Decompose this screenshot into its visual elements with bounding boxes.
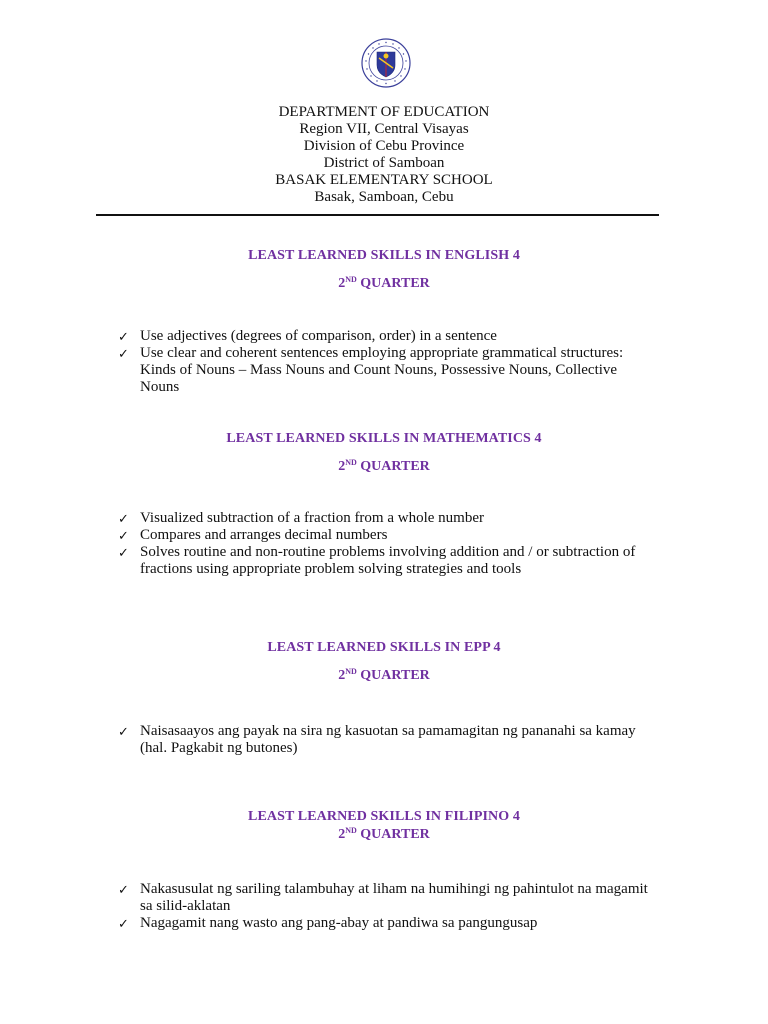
quarter-number: 2 (338, 827, 346, 842)
quarter-label-epp (0, 667, 768, 684)
list-item (118, 544, 658, 578)
header-line-division: Division of Cebu Province (303, 138, 465, 154)
section-title-mathematics: LEAST LEARNED SKILLS IN MATHEMATICS 4 (226, 431, 542, 446)
school-header (0, 104, 768, 206)
skill-text: Naisasaayos ang payak na sira ng kasuotan sa pamamagitan ng pananahi sa kamay (hal. Pagkabit ng butones) (140, 723, 636, 756)
quarter-number: 2 (338, 276, 346, 291)
skill-text: Use adjectives (degrees of comparison, order) in a sentence (140, 328, 497, 344)
quarter-number: 2 (338, 459, 346, 474)
check-icon: ✓ (118, 916, 129, 931)
quarter-label-english (0, 275, 768, 292)
section-title-epp: LEAST LEARNED SKILLS IN EPP 4 (267, 640, 501, 655)
quarter-label-filipino (0, 826, 768, 843)
list-item (118, 510, 658, 527)
header-line-school: BASAK ELEMENTARY SCHOOL (275, 172, 493, 188)
quarter-suffix: ND (345, 458, 357, 467)
check-icon: ✓ (118, 724, 129, 739)
header-line-department: DEPARTMENT OF EDUCATION (278, 104, 490, 120)
section-title-english: LEAST LEARNED SKILLS IN ENGLISH 4 (248, 248, 520, 263)
check-icon: ✓ (118, 511, 129, 526)
list-item (118, 723, 658, 757)
quarter-suffix: ND (345, 826, 357, 835)
header-line-address: Basak, Samboan, Cebu (314, 189, 454, 205)
header-line-district: District of Samboan (323, 155, 445, 171)
quarter-suffix: ND (345, 667, 357, 676)
quarter-word: QUARTER (356, 668, 430, 683)
quarter-word: QUARTER (356, 459, 430, 474)
quarter-word: QUARTER (356, 827, 430, 842)
skill-list-epp (118, 723, 658, 757)
skill-text: Nagagamit nang wasto ang pang-abay at pandiwa sa pangungusap (140, 915, 538, 931)
quarter-label-mathematics (0, 458, 768, 475)
skill-text: Use clear and coherent sentences employing appropriate grammatical structures: Kinds of Nouns – Mass Nouns and Count Nouns, Possessive Nouns, Collective Nouns (140, 345, 624, 395)
list-item (118, 527, 658, 544)
section-title-filipino: LEAST LEARNED SKILLS IN FILIPINO 4 (248, 809, 520, 824)
header-divider (96, 214, 659, 216)
list-item (118, 328, 658, 345)
list-item (118, 881, 658, 915)
check-icon: ✓ (118, 346, 129, 361)
deped-seal-logo (361, 38, 411, 88)
check-icon: ✓ (118, 545, 129, 560)
skill-text: Solves routine and non-routine problems involving addition and / or subtraction of fractions using appropriate problem solving strategies and tools (140, 544, 636, 577)
quarter-suffix: ND (345, 275, 357, 284)
skill-list-mathematics (118, 510, 658, 578)
skill-list-filipino (118, 881, 658, 932)
skill-text: Visualized subtraction of a fraction from a whole number (140, 510, 484, 526)
header-line-region: Region VII, Central Visayas (299, 121, 469, 137)
skill-list-english (118, 328, 658, 396)
check-icon: ✓ (118, 528, 129, 543)
skill-text: Compares and arranges decimal numbers (140, 527, 388, 543)
skill-text: Nakasusulat ng sariling talambuhay at liham na humihingi ng pahintulot na magamit sa silid-aklatan (140, 881, 648, 914)
check-icon: ✓ (118, 882, 129, 897)
list-item (118, 915, 658, 932)
list-item (118, 345, 658, 396)
quarter-number: 2 (338, 668, 346, 683)
check-icon: ✓ (118, 329, 129, 344)
quarter-word: QUARTER (356, 276, 430, 291)
